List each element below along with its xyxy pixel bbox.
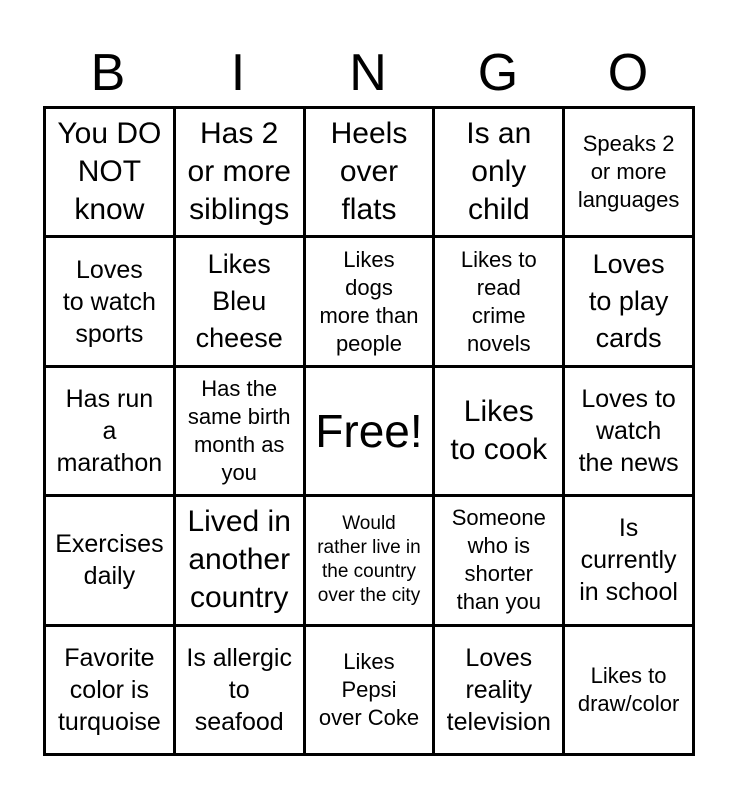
bingo-square[interactable] (176, 627, 306, 756)
square-text: Lived in another country (187, 505, 291, 615)
bingo-header (43, 40, 695, 106)
square-text: Likes dogs more than people (319, 246, 419, 356)
bingo-square[interactable] (46, 368, 176, 497)
square-text: Is an only child (466, 117, 532, 227)
square-text: Likes to draw/color (577, 662, 680, 716)
bingo-square[interactable] (176, 109, 306, 238)
bingo-square[interactable] (565, 497, 695, 626)
bingo-square[interactable] (565, 109, 695, 238)
bingo-square[interactable] (46, 627, 176, 756)
bingo-square[interactable] (46, 497, 176, 626)
square-text: Likes to read crime novels (460, 246, 537, 356)
square-text: Exercises daily (55, 530, 164, 591)
square-text: Loves reality television (446, 643, 551, 736)
square-text: Speaks 2 or more languages (577, 131, 680, 213)
bingo-square[interactable] (565, 368, 695, 497)
bingo-square[interactable] (176, 368, 306, 497)
bingo-square[interactable] (306, 627, 436, 756)
bingo-square[interactable] (46, 238, 176, 367)
bingo-square[interactable] (435, 497, 565, 626)
header-letter-n: N (349, 44, 387, 102)
square-text: Loves to play cards (588, 249, 669, 354)
square-text: Likes to cook (450, 394, 548, 466)
bingo-square[interactable] (435, 238, 565, 367)
square-text: Someone who is shorter than you (451, 505, 546, 615)
header-letter-g: G (477, 44, 519, 102)
bingo-square[interactable] (176, 497, 306, 626)
bingo-square[interactable] (435, 368, 565, 497)
square-text: Loves to watch sports (62, 255, 156, 348)
bingo-square[interactable] (565, 627, 695, 756)
square-text: Loves to watch the news (578, 384, 679, 477)
square-text: Likes Bleu cheese (195, 249, 283, 354)
square-text: Has the same birth month as you (187, 375, 291, 485)
bingo-square[interactable] (435, 109, 565, 238)
free-square-text: Free! (315, 404, 423, 457)
bingo-square[interactable] (176, 238, 306, 367)
bingo-square[interactable] (435, 627, 565, 756)
square-text: Likes Pepsi over Coke (318, 648, 420, 730)
square-text: Is allergic to seafood (186, 643, 292, 736)
square-text: Heels over flats (330, 117, 408, 227)
square-text: You DO NOT know (57, 117, 162, 227)
header-letter-i: I (230, 44, 246, 102)
header-letter-b: B (90, 44, 126, 102)
bingo-square[interactable] (306, 109, 436, 238)
bingo-square[interactable] (565, 238, 695, 367)
square-text: Has run a marathon (56, 384, 163, 477)
bingo-square[interactable] (306, 238, 436, 367)
square-text: Is currently in school (579, 514, 678, 607)
square-text: Has 2 or more siblings (187, 117, 291, 227)
free-square[interactable] (306, 368, 436, 497)
bingo-square[interactable] (306, 497, 436, 626)
header-letter-o: O (607, 44, 649, 102)
bingo-card-grid (43, 106, 695, 756)
square-text: Favorite color is turquoise (57, 643, 161, 736)
square-text: Would rather live in the country over the city (317, 513, 421, 607)
bingo-square[interactable] (46, 109, 176, 238)
